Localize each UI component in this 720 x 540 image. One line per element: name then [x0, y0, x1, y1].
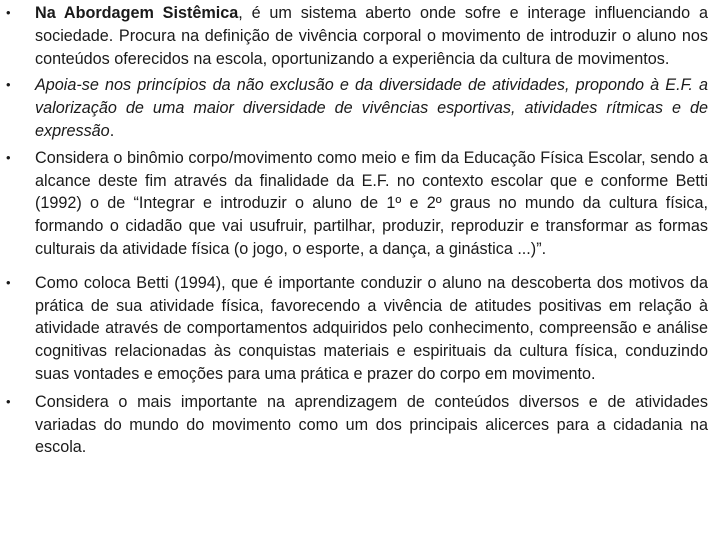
bullet-text: , é um sistema aberto onde sofre e interage influenciando a sociedade. Procura na definição de vivência corporal o movimento de introduzir o aluno nos conteúdos oferecidos na escola, oportunizando a experiência da cultura de movimentos. [35, 4, 708, 68]
bullet-text: Apoia-se nos princípios da não exclusão e da diversidade de atividades, propondo à E.F. a valorização de uma maior diversidade de vivências esportivas, atividades rítmicas e de expressão [35, 76, 708, 140]
bullet-marker: • [6, 274, 11, 290]
bullet-marker: • [6, 77, 11, 93]
bullet-tail: . [109, 121, 115, 140]
bullet-item-sistemica [0, 2, 720, 70]
bullet-item-betti-1994 [0, 272, 720, 386]
bullet-item-diversidade [0, 74, 720, 142]
bullet-item-binomio [0, 147, 720, 261]
bullet-item-cidadania [0, 391, 720, 459]
bullet-list [0, 2, 720, 459]
bullet-text: Considera o binômio corpo/movimento como meio e fim da Educação Física Escolar, sendo a alcance deste fim através da finalidade da E.F. no contexto escolar que e conforme Betti (1992) o de “Integrar e introduzir o aluno de 1º e 2º graus no mundo da cultura física, formando o cidadão que vai usufruir, partilhar, produzir, reproduzir e transformar as formas culturais da atividade física (o jogo, o esporte, a dança, a ginástica ...)”. [35, 148, 708, 258]
bullet-marker: • [6, 149, 11, 165]
bullet-text: Como coloca Betti (1994), que é importante conduzir o aluno na descoberta dos motivos da prática de sua atividade física, favorecendo a vivência de atitudes positivas em relação à atividade através de comportamentos adquiridos pelo conhecimento, compreensão e análise cognitivas relacionadas às conquistas materiais e espirituais da cultura física, conduzindo suas vontades e emoções para uma prática e prazer do corpo em movimento. [35, 273, 708, 383]
bullet-marker: • [6, 393, 11, 409]
bullet-lead-term: Na Abordagem Sistêmica [35, 4, 239, 22]
bullet-text: Considera o mais importante na aprendizagem de conteúdos diversos e de atividades variadas do mundo do movimento como um dos principais alicerces para a cidadania na escola. [35, 392, 708, 457]
bullet-marker: • [6, 5, 11, 20]
